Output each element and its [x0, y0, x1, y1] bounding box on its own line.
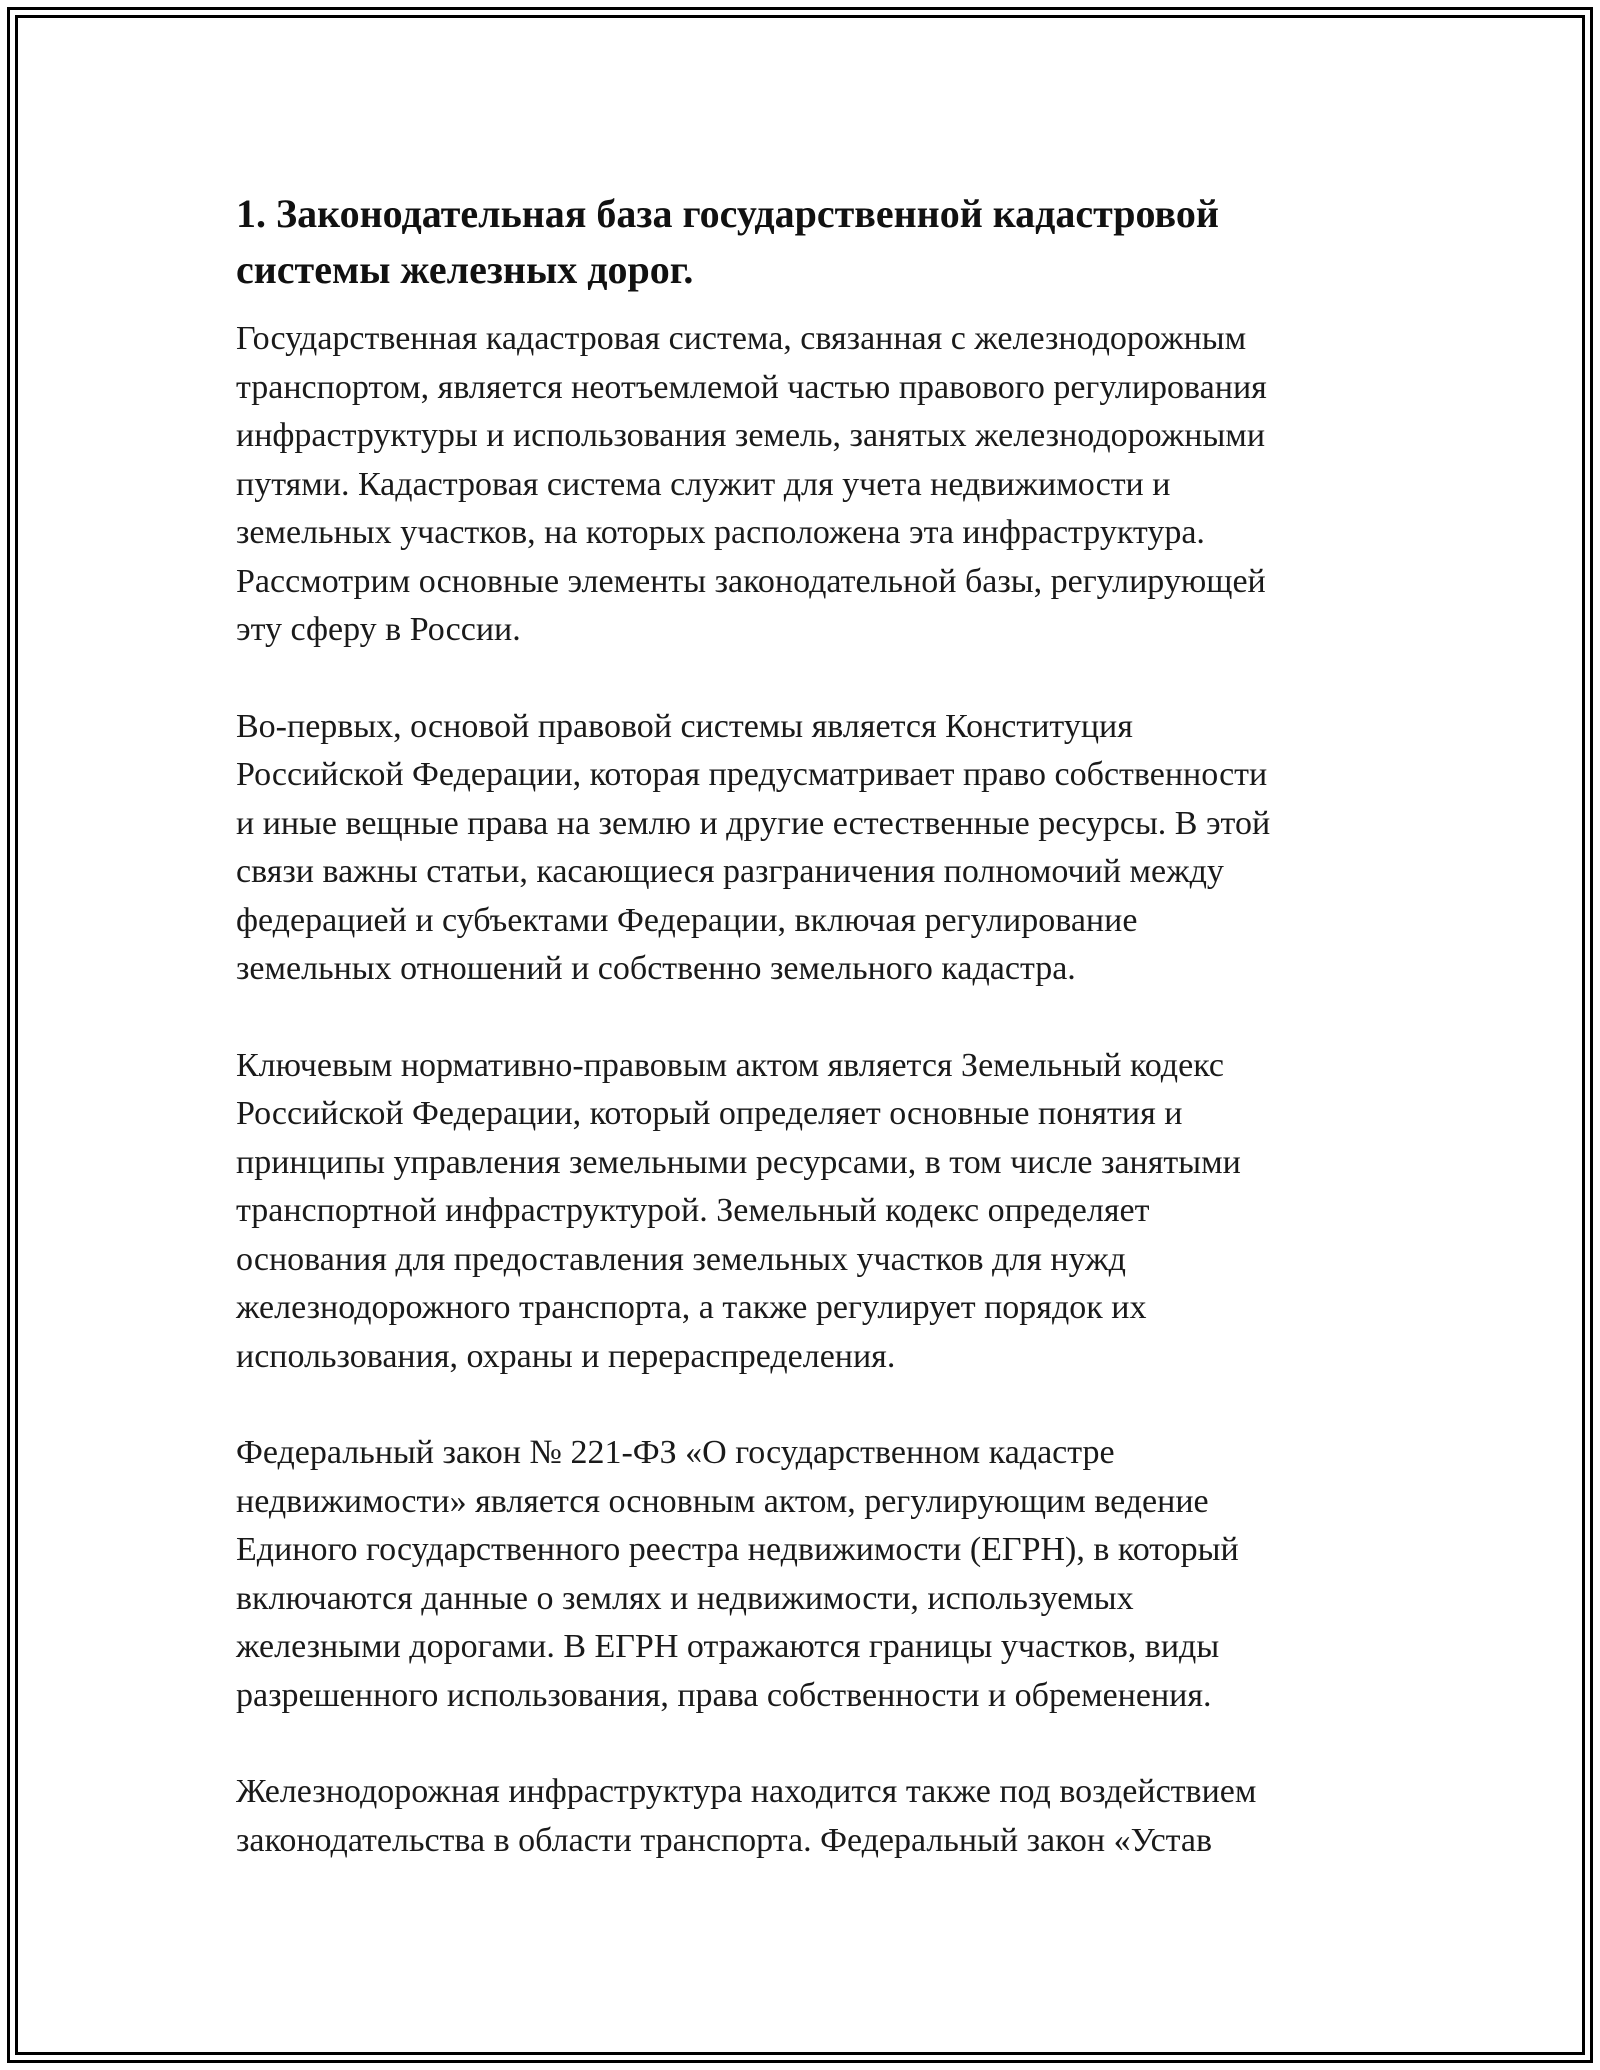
section-heading: 1. Законодательная база государственной кадастровой системы железных дорог.	[236, 191, 1219, 292]
paragraph-1: Государственная кадастровая система, связанная с железнодорожным транспортом, является неотъемлемой частью правового регулирования инфраструктуры и использования земель, занятых железнодорожными путями. Кадастровая система служит для учета недвижимости и земельных участков, на которых расположена эта инфраструктура. Рассмотрим основные элементы законодательной базы, регулирующей эту сферу в России.	[236, 320, 1267, 648]
paragraph-2: Во-первых, основой правовой системы является Конституция Российской Федерации, которая предусматривает право собственности и иные вещные права на землю и другие естественные ресурсы. В этой связи важны статьи, касающиеся разграничения полномочий между федерацией и субъектами Федерации, включая регулирование земельных отношений и собственно земельного кадастра.	[236, 707, 1271, 987]
paragraph-4: Федеральный закон № 221-ФЗ «О государственном кадастре недвижимости» является основным актом, регулирующим ведение Единого государственного реестра недвижимости (ЕГРН), в который включаются данные о землях и недвижимости, используемых железными дорогами. В ЕГРН отражаются границы участков, виды разрешенного использования, права собственности и обременения.	[236, 1434, 1239, 1714]
paragraph-3: Ключевым нормативно-правовым актом является Земельный кодекс Российской Федерации, который определяет основные понятия и принципы управления земельными ресурсами, в том числе занятыми транспортной инфраструктурой. Земельный кодекс определяет основания для предоставления земельных участков для нужд железнодорожного транспорта, а также регулирует порядок их использования, охраны и перераспределения.	[236, 1046, 1241, 1375]
paragraph-5: Железнодорожная инфраструктура находится также под воздействием законодательства в области транспорта. Федеральный закон «Устав	[236, 1773, 1257, 1859]
document-body	[236, 186, 1366, 1865]
